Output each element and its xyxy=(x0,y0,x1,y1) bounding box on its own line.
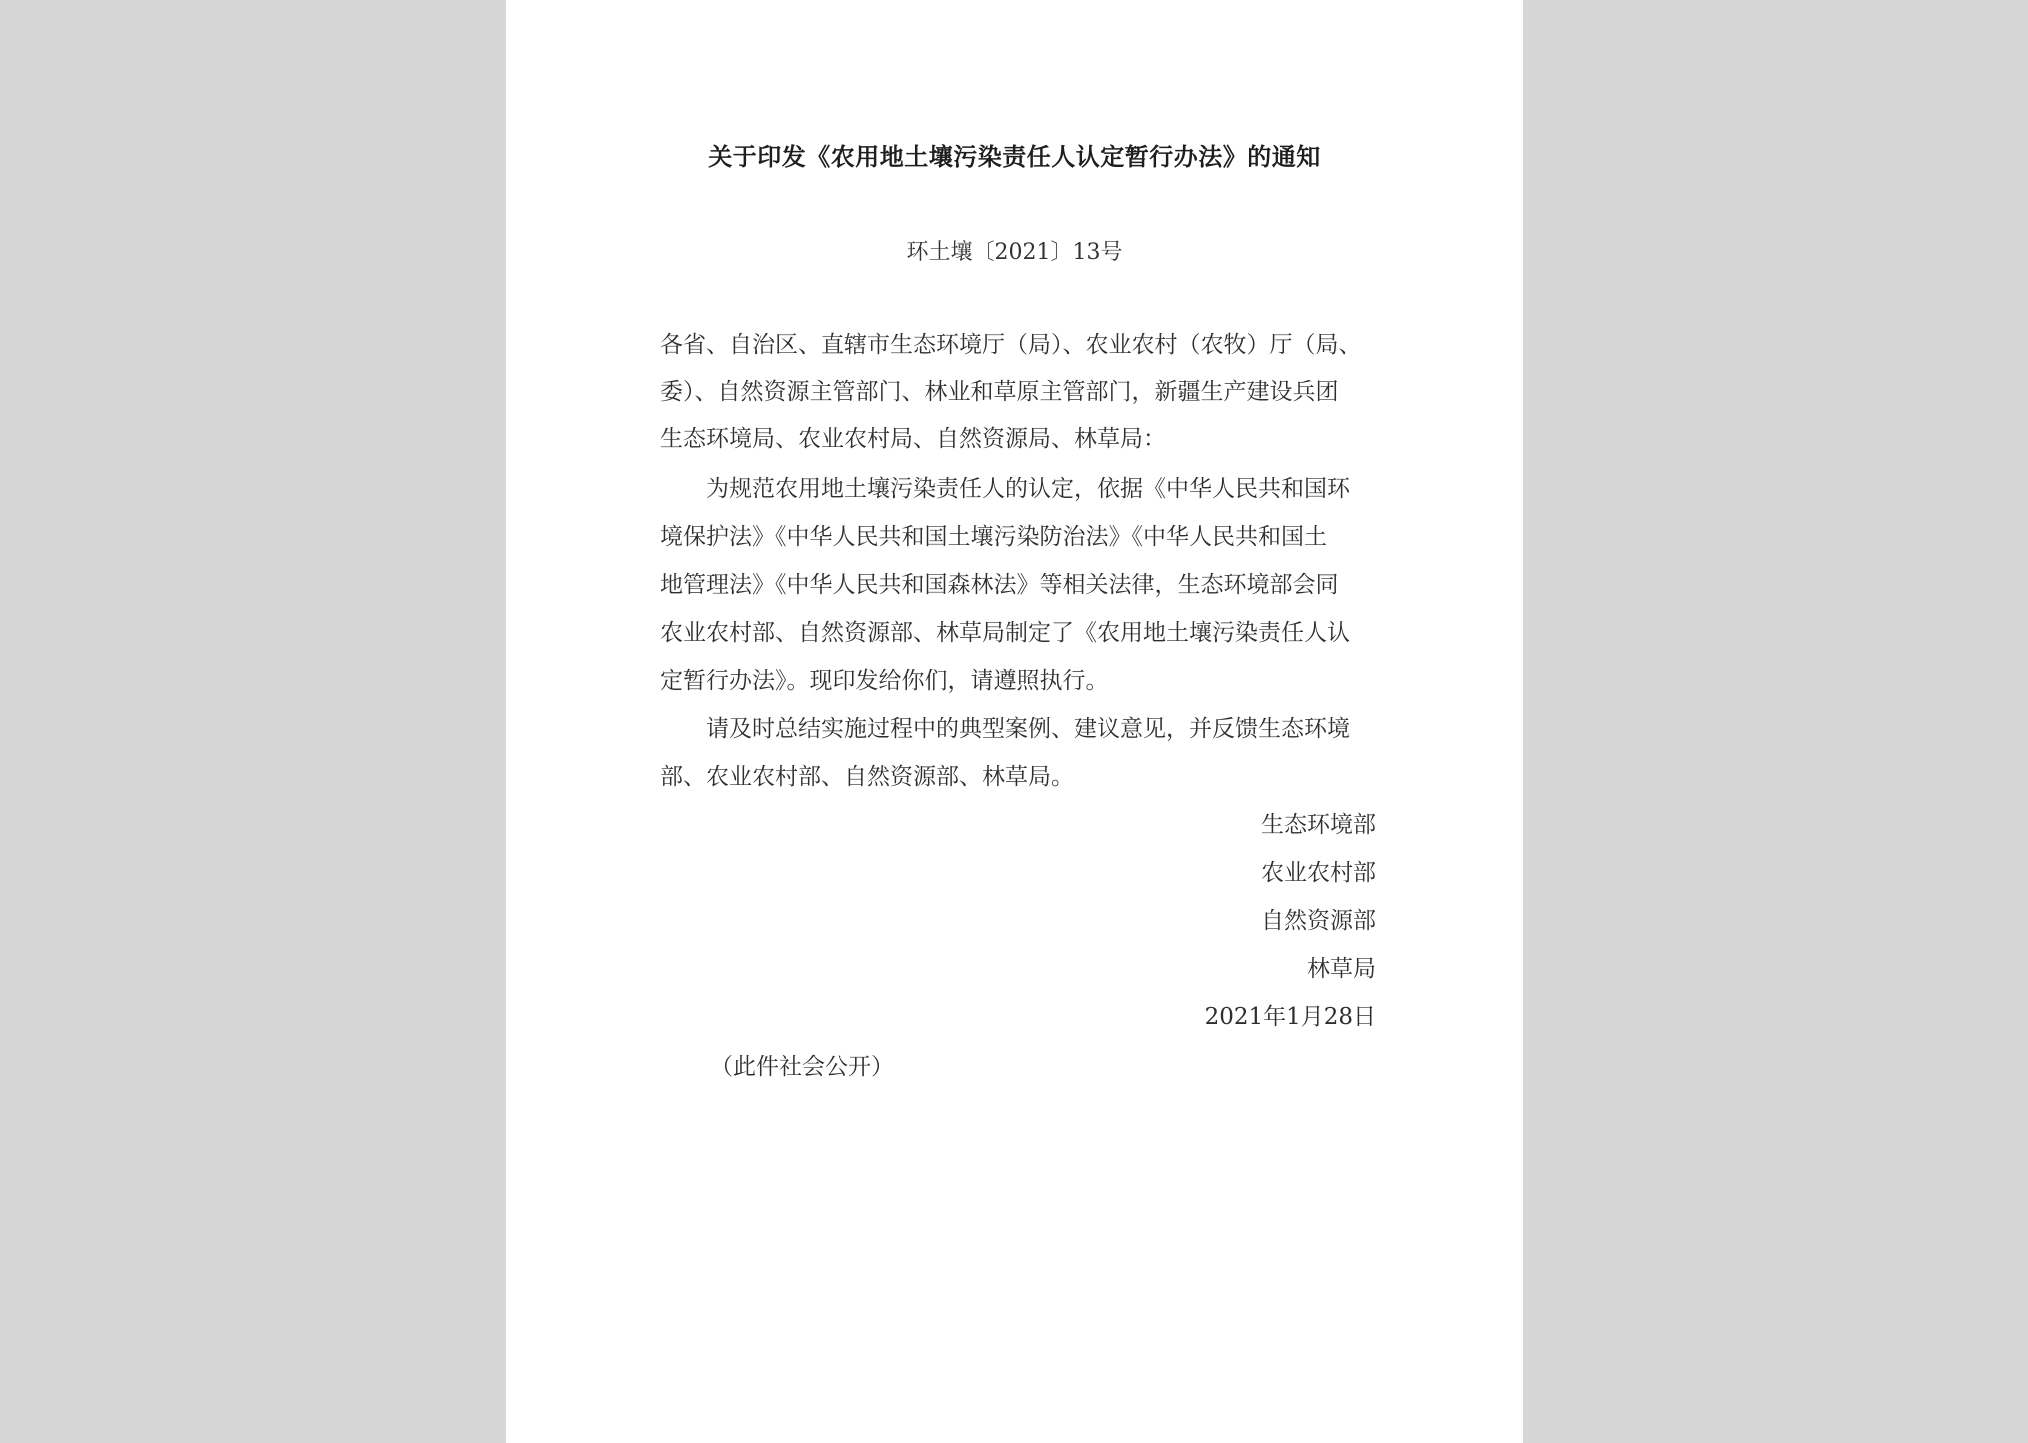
signatory: 自然资源部 xyxy=(1261,908,1376,934)
body-paragraph-line: 请及时总结实施过程中的典型案例、建议意见，并反馈生态环境 xyxy=(660,716,1350,742)
addressee-line: 各省、自治区、直辖市生态环境厅（局）、农业农村（农牧）厅（局、 xyxy=(660,332,1362,358)
document-date: 2021年1月28日 xyxy=(1204,1004,1376,1030)
signatory: 林草局 xyxy=(1307,956,1376,982)
body-paragraph-line: 境保护法》《中华人民共和国土壤污染防治法》《中华人民共和国土 xyxy=(660,524,1327,550)
body-paragraph-line: 为规范农用地土壤污染责任人的认定，依据《中华人民共和国环 xyxy=(660,476,1350,502)
document-title: 关于印发《农用地土壤污染责任人认定暂行办法》的通知 xyxy=(708,142,1321,171)
document-number: 环土壤〔2021〕13号 xyxy=(906,240,1123,265)
addressee-line: 生态环境局、农业农村局、自然资源局、林草局： xyxy=(660,426,1166,452)
disclosure-note: （此件社会公开） xyxy=(710,1054,894,1080)
body-paragraph-line: 部、农业农村部、自然资源部、林草局。 xyxy=(660,764,1074,790)
body-paragraph-line: 地管理法》《中华人民共和国森林法》等相关法律，生态环境部会同 xyxy=(660,572,1339,598)
addressee-line: 委）、自然资源主管部门、林业和草原主管部门，新疆生产建设兵团 xyxy=(660,379,1339,405)
body-paragraph-line: 农业农村部、自然资源部、林草局制定了《农用地土壤污染责任人认 xyxy=(660,620,1350,646)
body-paragraph-line: 定暂行办法》。现印发给你们，请遵照执行。 xyxy=(660,668,1109,694)
document-page xyxy=(506,0,1523,1443)
signatory: 生态环境部 xyxy=(1261,812,1376,838)
signatory: 农业农村部 xyxy=(1261,860,1376,886)
